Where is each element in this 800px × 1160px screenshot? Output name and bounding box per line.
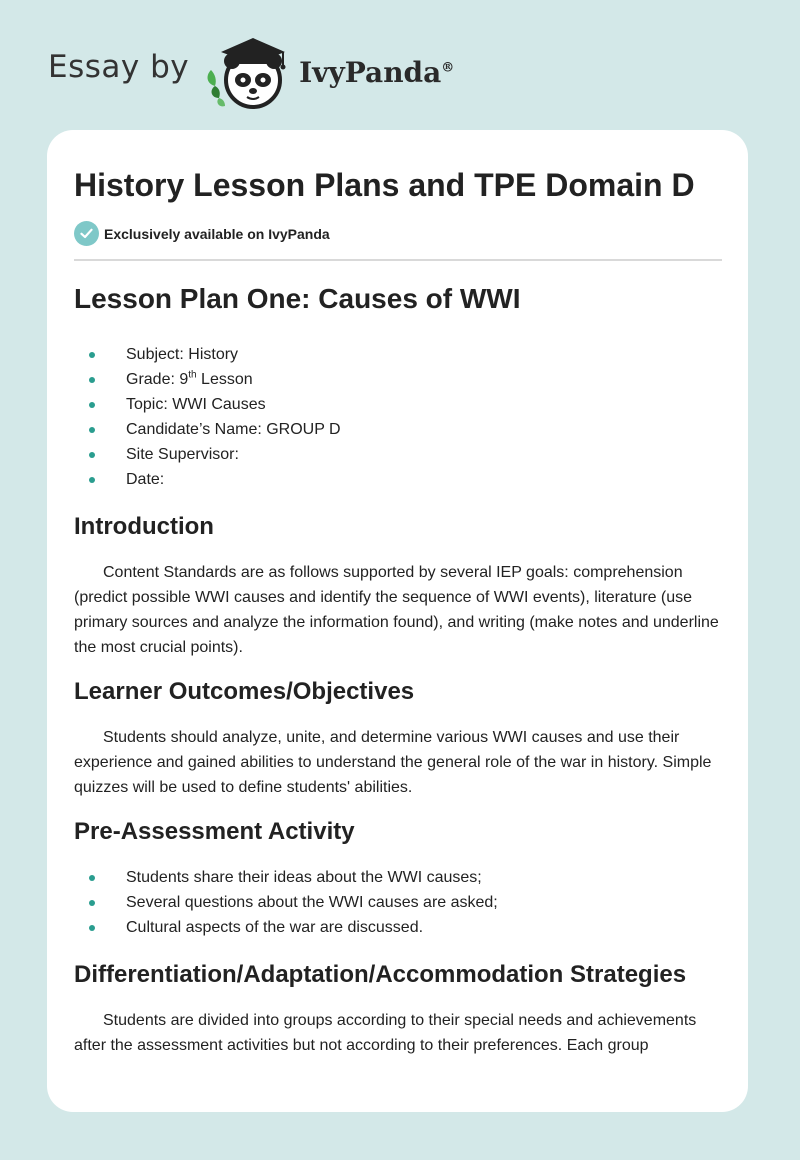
exclusive-label: Exclusively available on IvyPanda: [104, 225, 330, 242]
outcomes-text: Students should analyze, unite, and determine various WWI causes and use their experience and gained abilities to understand the general role of the war in history. Simple quizzes will be used to define students' abilities.: [74, 729, 712, 796]
list-item: Grade: 9th Lesson: [74, 367, 722, 392]
list-item: Subject: History: [74, 342, 722, 367]
divider: [74, 259, 722, 261]
introduction-text: Content Standards are as follows supported by several IEP goals: comprehension (predict possible WWI causes and identify the sequence of WWI events), literature (use primary sources and analyze the information found), and writing (make notes and underline the most crucial points).: [74, 564, 719, 656]
brand-name: IvyPanda®: [299, 55, 455, 89]
outcomes-heading: Learner Outcomes/Objectives: [74, 678, 415, 705]
lesson-heading: Lesson Plan One: Causes of WWI: [74, 283, 521, 314]
list-item: Date:: [74, 467, 722, 492]
brand-prefix: Essay by: [48, 49, 190, 85]
differentiation-heading: Differentiation/Adaptation/Accommodation Strategies: [74, 961, 687, 988]
list-item: Cultural aspects of the war are discussed.: [74, 915, 722, 940]
page-title: History Lesson Plans and TPE Domain D: [74, 167, 695, 203]
differentiation-text: Students are divided into groups according to their special needs and achievements after the assessment activities but not according to their preferences. Each group: [74, 1012, 697, 1054]
list-item: Several questions about the WWI causes are asked;: [74, 890, 722, 915]
list-item: Topic: WWI Causes: [74, 392, 722, 417]
introduction-heading: Introduction: [74, 513, 214, 540]
panda-logo-icon: [203, 30, 295, 110]
list-item: Students share their ideas about the WWI causes;: [74, 865, 722, 890]
site-header: [48, 30, 454, 110]
list-item: Site Supervisor:: [74, 442, 722, 467]
check-icon: [74, 221, 99, 246]
pre-assessment-heading: Pre-Assessment Activity: [74, 818, 355, 845]
pre-assessment-list: [74, 865, 722, 940]
lesson-details-list: [74, 342, 722, 492]
list-item: Candidate’s Name: GROUP D: [74, 417, 722, 442]
essay-card: [47, 130, 748, 1112]
exclusive-badge: [74, 221, 722, 246]
